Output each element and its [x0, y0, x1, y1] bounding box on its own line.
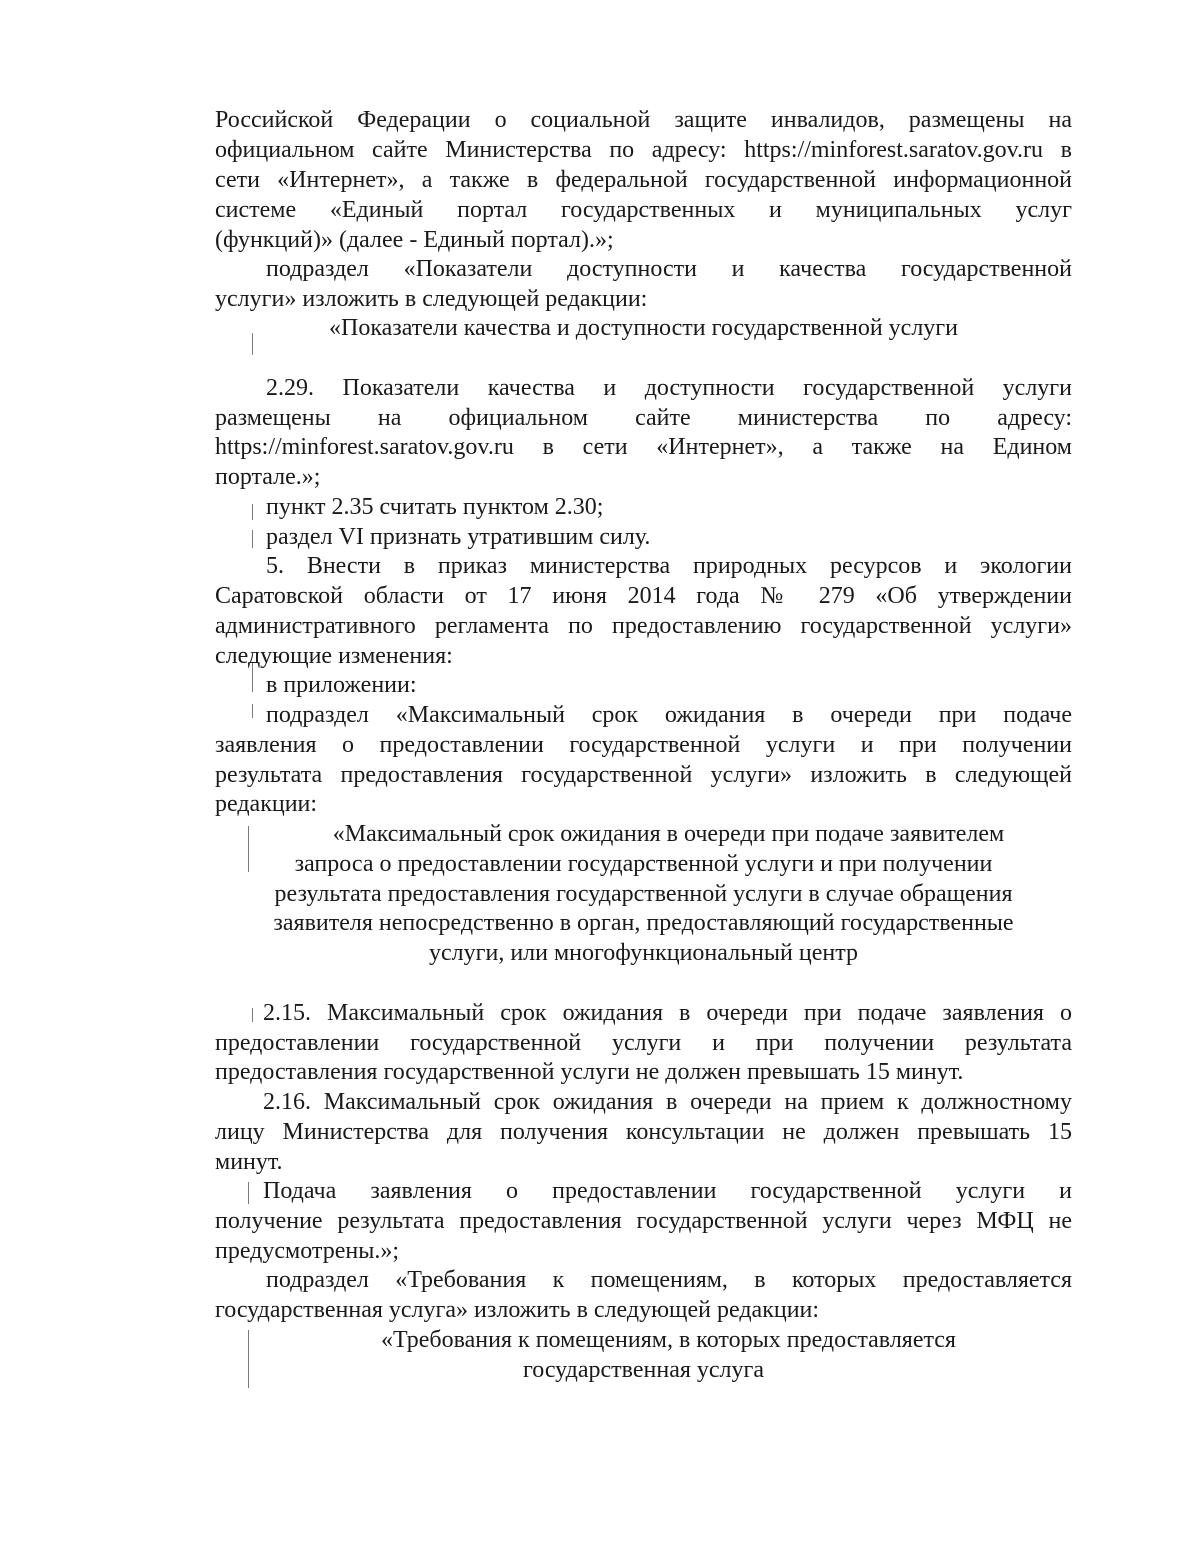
body-line: системе «Единый портал государственных и муниципальных услуг	[215, 197, 1072, 223]
body-line: Саратовской области от 17 июня 2014 года № 279 «Об утверждении	[215, 583, 1072, 609]
section-heading: услуги, или многофункциональный центр	[429, 940, 858, 966]
body-line: сети «Интернет», а также в федеральной государственной информационной	[215, 167, 1072, 193]
margin-mark	[248, 1182, 249, 1204]
section-heading: «Показатели качества и доступности государственной услуги	[329, 315, 958, 341]
body-line: раздел VI признать утратившим силу.	[266, 524, 651, 550]
body-line: лицу Министерства для получения консультации не должен превышать 15	[215, 1119, 1072, 1145]
body-line: 2.16. Максимальный срок ожидания в очереди на прием к должностному	[263, 1089, 1072, 1115]
body-line: минут.	[215, 1149, 283, 1175]
body-line: получение результата предоставления государственной услуги через МФЦ не	[215, 1208, 1072, 1234]
body-line: https://minforest.saratov.gov.ru в сети «Интернет», а также на Едином	[215, 434, 1072, 460]
body-line: предусмотрены.»;	[215, 1238, 399, 1264]
section-heading: запроса о предоставлении государственной услуги и при получении	[294, 851, 993, 877]
body-line: портале.»;	[215, 464, 321, 490]
margin-mark	[252, 704, 253, 718]
body-line: (функций)» (далее - Единый портал).»;	[215, 227, 614, 253]
body-line: административного регламента по предоставлению государственной услуги»	[215, 613, 1072, 639]
body-line: в приложении:	[266, 672, 417, 698]
body-line: 2.15. Максимальный срок ожидания в очереди при подаче заявления о	[263, 1000, 1072, 1026]
body-line: предоставления государственной услуги не должен превышать 15 минут.	[215, 1059, 964, 1085]
body-line: услуги» изложить в следующей редакции:	[215, 286, 648, 312]
body-line: размещены на официальном сайте министерства по адресу:	[215, 405, 1072, 431]
section-heading: «Требования к помещениям, в которых предоставляется	[381, 1327, 956, 1353]
section-heading: «Максимальный срок ожидания в очереди при подаче заявителем	[332, 821, 1005, 847]
body-line: 2.29. Показатели качества и доступности государственной услуги	[266, 375, 1072, 401]
body-line: предоставлении государственной услуги и при получении результата	[215, 1030, 1072, 1056]
body-line: результата предоставления государственной услуги» изложить в следующей	[215, 762, 1072, 788]
body-line: редакции:	[215, 791, 318, 817]
body-line: Российской Федерации о социальной защите инвалидов, размещены на	[215, 107, 1072, 133]
body-line: заявления о предоставлении государственной услуги и при получении	[215, 732, 1072, 758]
body-line: пункт 2.35 считать пунктом 2.30;	[266, 494, 604, 520]
body-line: следующие изменения:	[215, 643, 453, 669]
body-line: 5. Внести в приказ министерства природных ресурсов и экологии	[266, 553, 1072, 579]
section-heading: заявителя непосредственно в орган, предоставляющий государственные	[273, 910, 1014, 936]
margin-mark	[252, 504, 253, 520]
section-heading: результата предоставления государственной услуги в случае обращения	[274, 881, 1013, 907]
body-line: подраздел «Показатели доступности и качества государственной	[266, 256, 1072, 282]
body-line: официальном сайте Министерства по адресу: https://minforest.saratov.gov.ru в	[215, 137, 1072, 163]
body-line: государственная услуга» изложить в следующей редакции:	[215, 1297, 820, 1323]
margin-mark	[252, 530, 253, 548]
margin-mark	[252, 1008, 253, 1022]
body-line: Подача заявления о предоставлении государственной услуги и	[263, 1178, 1072, 1204]
section-heading: государственная услуга	[522, 1357, 765, 1383]
body-line: подраздел «Максимальный срок ожидания в очереди при подаче	[266, 702, 1072, 728]
body-line: подраздел «Требования к помещениям, в которых предоставляется	[266, 1267, 1072, 1293]
